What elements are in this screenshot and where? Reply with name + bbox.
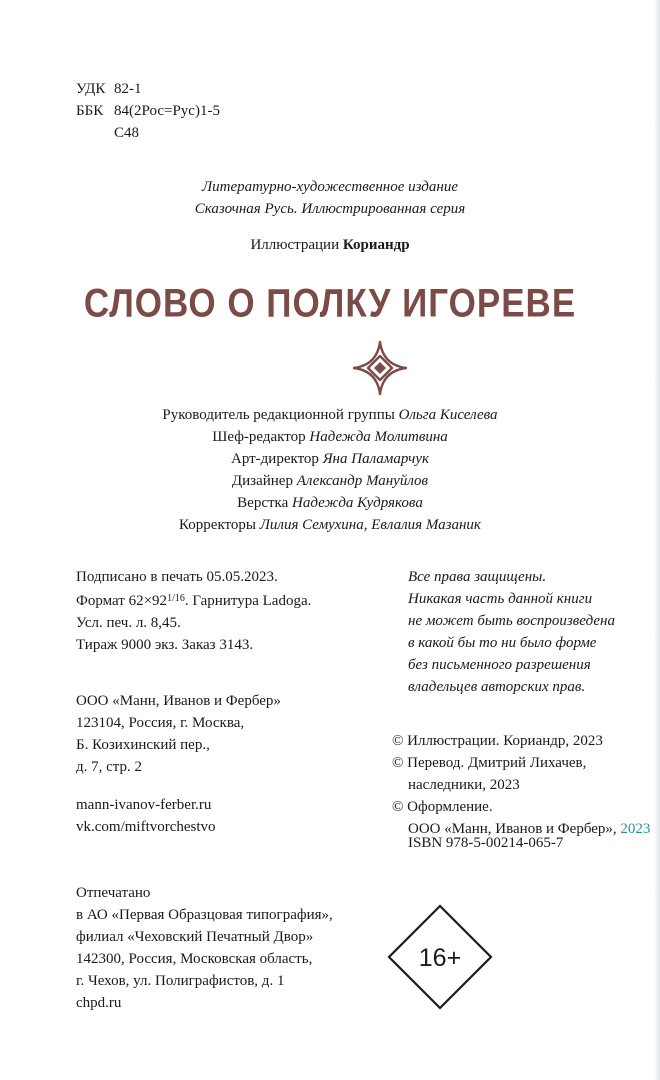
printer-line: в АО «Первая Образцовая типография», <box>76 907 333 923</box>
credit-name: Александр Мануйлов <box>296 473 429 489</box>
isbn: ISBN 978-5-00214-065-7 <box>408 835 564 851</box>
series-line-2: Сказочная Русь. Иллюстрированная серия <box>194 201 466 217</box>
rights-line: Все права защищены. <box>408 569 547 585</box>
author-mark: С48 <box>114 125 140 141</box>
credit-name: Ольга Киселева <box>398 407 498 423</box>
format-fraction: 1/16 <box>167 593 185 604</box>
age-rating-badge <box>385 902 495 1012</box>
print-info <box>76 566 311 656</box>
credit-role: Корректоры <box>179 517 256 533</box>
rights-line: Никакая часть данной книги <box>408 591 593 607</box>
format-suffix: . Гарнитура Ladoga. <box>184 593 312 609</box>
publisher-line: Б. Козихинский пер., <box>76 737 210 753</box>
credit-role: Руководитель редакционной группы <box>162 407 395 423</box>
rights-line: в какой бы то ни было форме <box>408 635 597 651</box>
copyright-notices <box>392 730 650 840</box>
illustrations-credit <box>0 234 660 256</box>
format-prefix: Формат 62×92 <box>76 593 168 609</box>
rights-line: не может быть воспроизведена <box>408 613 615 629</box>
credit-line <box>0 426 660 448</box>
vk-link[interactable]: vk.com/miftvorchestvo <box>76 819 216 835</box>
book-title: СЛОВО О ПОЛКУ ИГОРЕВЕ <box>83 281 577 326</box>
run-line: Тираж 9000 экз. Заказ 3143. <box>76 637 254 653</box>
publisher-address <box>76 690 281 778</box>
credit-line <box>0 492 660 514</box>
credit-name: Лилия Семухина, Евлалия Мазаник <box>259 517 481 533</box>
copyright-design-year: 2023 <box>620 821 651 837</box>
printer-line: филиал «Чеховский Печатный Двор» <box>76 929 314 945</box>
udk-label: УДК <box>76 81 106 97</box>
bbk-label: ББК <box>76 103 104 119</box>
publisher-line: 123104, Россия, г. Москва, <box>76 715 245 731</box>
credit-role: Шеф-редактор <box>212 429 306 445</box>
age-rating-text: 16+ <box>418 944 462 972</box>
printer-site-link[interactable]: chpd.ru <box>76 995 122 1011</box>
illustrations-artist: Кориандр <box>342 237 410 253</box>
printer-line: г. Чехов, ул. Полиграфистов, д. 1 <box>76 973 285 989</box>
credit-role: Дизайнер <box>231 473 293 489</box>
credit-name: Надежда Кудрякова <box>292 495 423 511</box>
series-line-1: Литературно-художественное издание <box>202 179 458 195</box>
web-links <box>76 794 216 838</box>
credit-role: Арт-директор <box>230 451 319 467</box>
credit-line <box>0 470 660 492</box>
rights-line: без письменного разрешения <box>408 657 591 673</box>
printer-line: Отпечатано <box>76 885 151 901</box>
copyright-translation: © Перевод. Дмитрий Лихачев, <box>392 755 587 771</box>
illustrations-label: Иллюстрации <box>250 237 340 253</box>
diamond-ornament-icon <box>350 338 410 398</box>
printer-info <box>76 882 333 1014</box>
rights-notice <box>408 566 615 698</box>
bbk-value: 84(2Рос=Рус)1-5 <box>114 103 220 119</box>
series-info <box>0 176 660 220</box>
signed-date: Подписано в печать 05.05.2023. <box>76 569 278 585</box>
printer-line: 142300, Россия, Московская область, <box>76 951 313 967</box>
copyright-design-cont: ООО «Манн, Иванов и Фербер», <box>408 821 617 837</box>
credit-line <box>0 514 660 536</box>
page-edge-shadow <box>654 0 660 1080</box>
rights-line: владельцев авторских прав. <box>408 679 586 695</box>
credit-line <box>0 404 660 426</box>
format-line <box>76 588 311 612</box>
sheets-line: Усл. печ. л. 8,45. <box>76 615 181 631</box>
credit-name: Надежда Молитвина <box>309 429 448 445</box>
editorial-credits <box>0 404 660 536</box>
classification-codes <box>76 78 220 144</box>
udk-value: 82-1 <box>114 81 142 97</box>
copyright-translation-cont: наследники, 2023 <box>408 777 520 793</box>
credit-name: Яна Паламарчук <box>322 451 429 467</box>
site-link[interactable]: mann-ivanov-ferber.ru <box>76 797 212 813</box>
credit-role: Верстка <box>237 495 289 511</box>
copyright-design: © Оформление. <box>392 799 493 815</box>
publisher-line: д. 7, стр. 2 <box>76 759 143 775</box>
publisher-line: ООО «Манн, Иванов и Фербер» <box>76 693 281 709</box>
copyright-illustrations: © Иллюстрации. Кориандр, 2023 <box>392 733 603 749</box>
credit-line <box>0 448 660 470</box>
